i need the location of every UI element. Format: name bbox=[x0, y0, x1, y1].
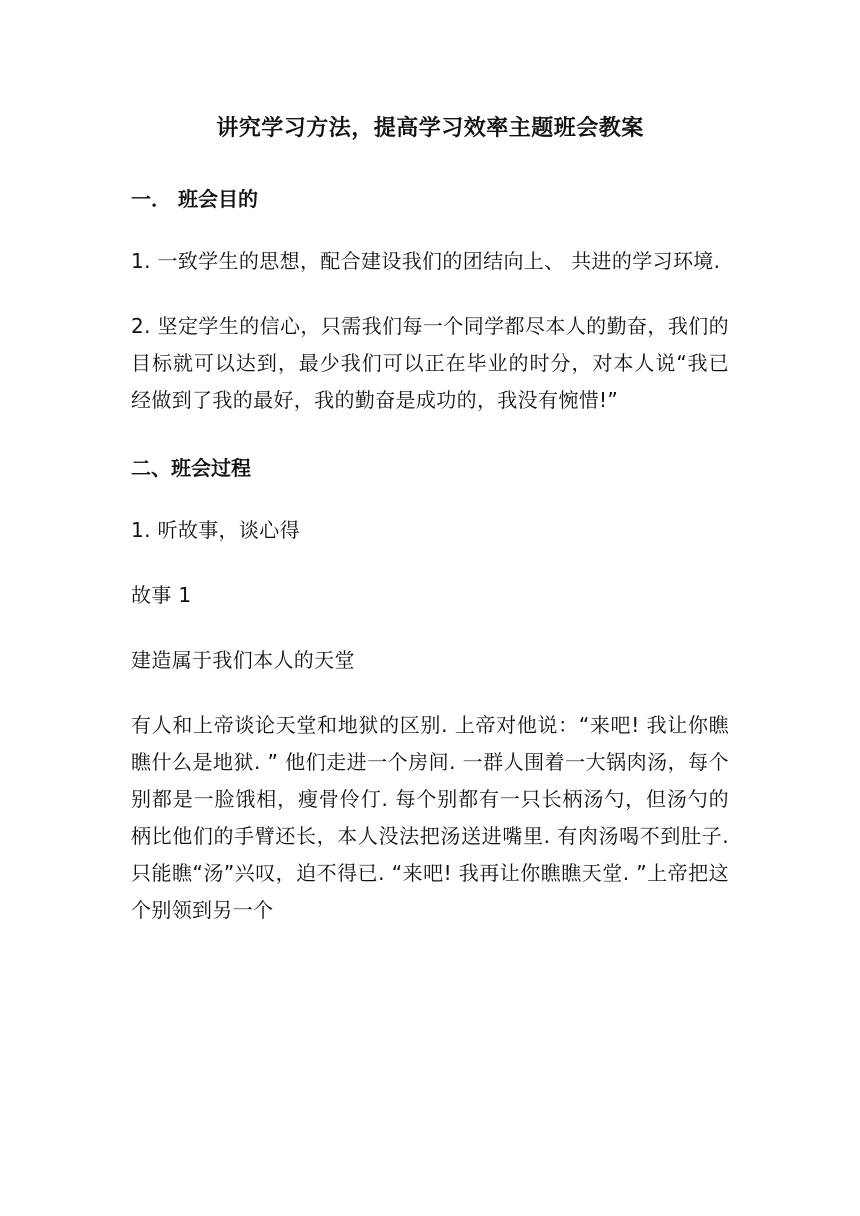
document-title: 讲究学习方法，提高学习效率主题班会教案 bbox=[216, 116, 644, 141]
section-heading-process: 二、班会过程 bbox=[131, 456, 251, 480]
story-title: 建造属于我们本人的天堂 bbox=[131, 648, 355, 672]
story-text: 有人和上帝谈论天堂和地狱的区别. 上帝对他说：“来吧! 我让你瞧瞧什么是地狱. ” 他们走进一个房间. 一群人围着一大锅肉汤，每个别都是一脸饿相，瘦骨伶仃. 每个别都有一只长柄汤勺，但汤勺的柄比他们的手臂还长，本人没法把汤送进嘴里. 有肉汤喝不到肚子. 只能瞧“汤”兴叹，迫不得已. “来吧! 我再让你瞧瞧天堂. ”上帝把这个别领到另一个 bbox=[131, 713, 729, 922]
purpose-paragraph-1: 1. 一致学生的思想，配合建设我们的团结向上、 共进的学习环境. bbox=[131, 249, 721, 273]
process-item-heading: 1. 听故事，谈心得 bbox=[131, 518, 300, 542]
story-label: 故事 1 bbox=[131, 583, 192, 607]
document-content bbox=[131, 113, 729, 929]
purpose-paragraph-2: 2. 坚定学生的信心，只需我们每一个同学都尽本人的勤奋，我们的目标就可以达到，最少我们可以正在毕业的时分，对本人说“我已经做到了我的最好，我的勤奋是成功的，我没有惋惜!” bbox=[131, 314, 729, 412]
section-heading-purpose: 一． 班会目的 bbox=[131, 187, 258, 211]
